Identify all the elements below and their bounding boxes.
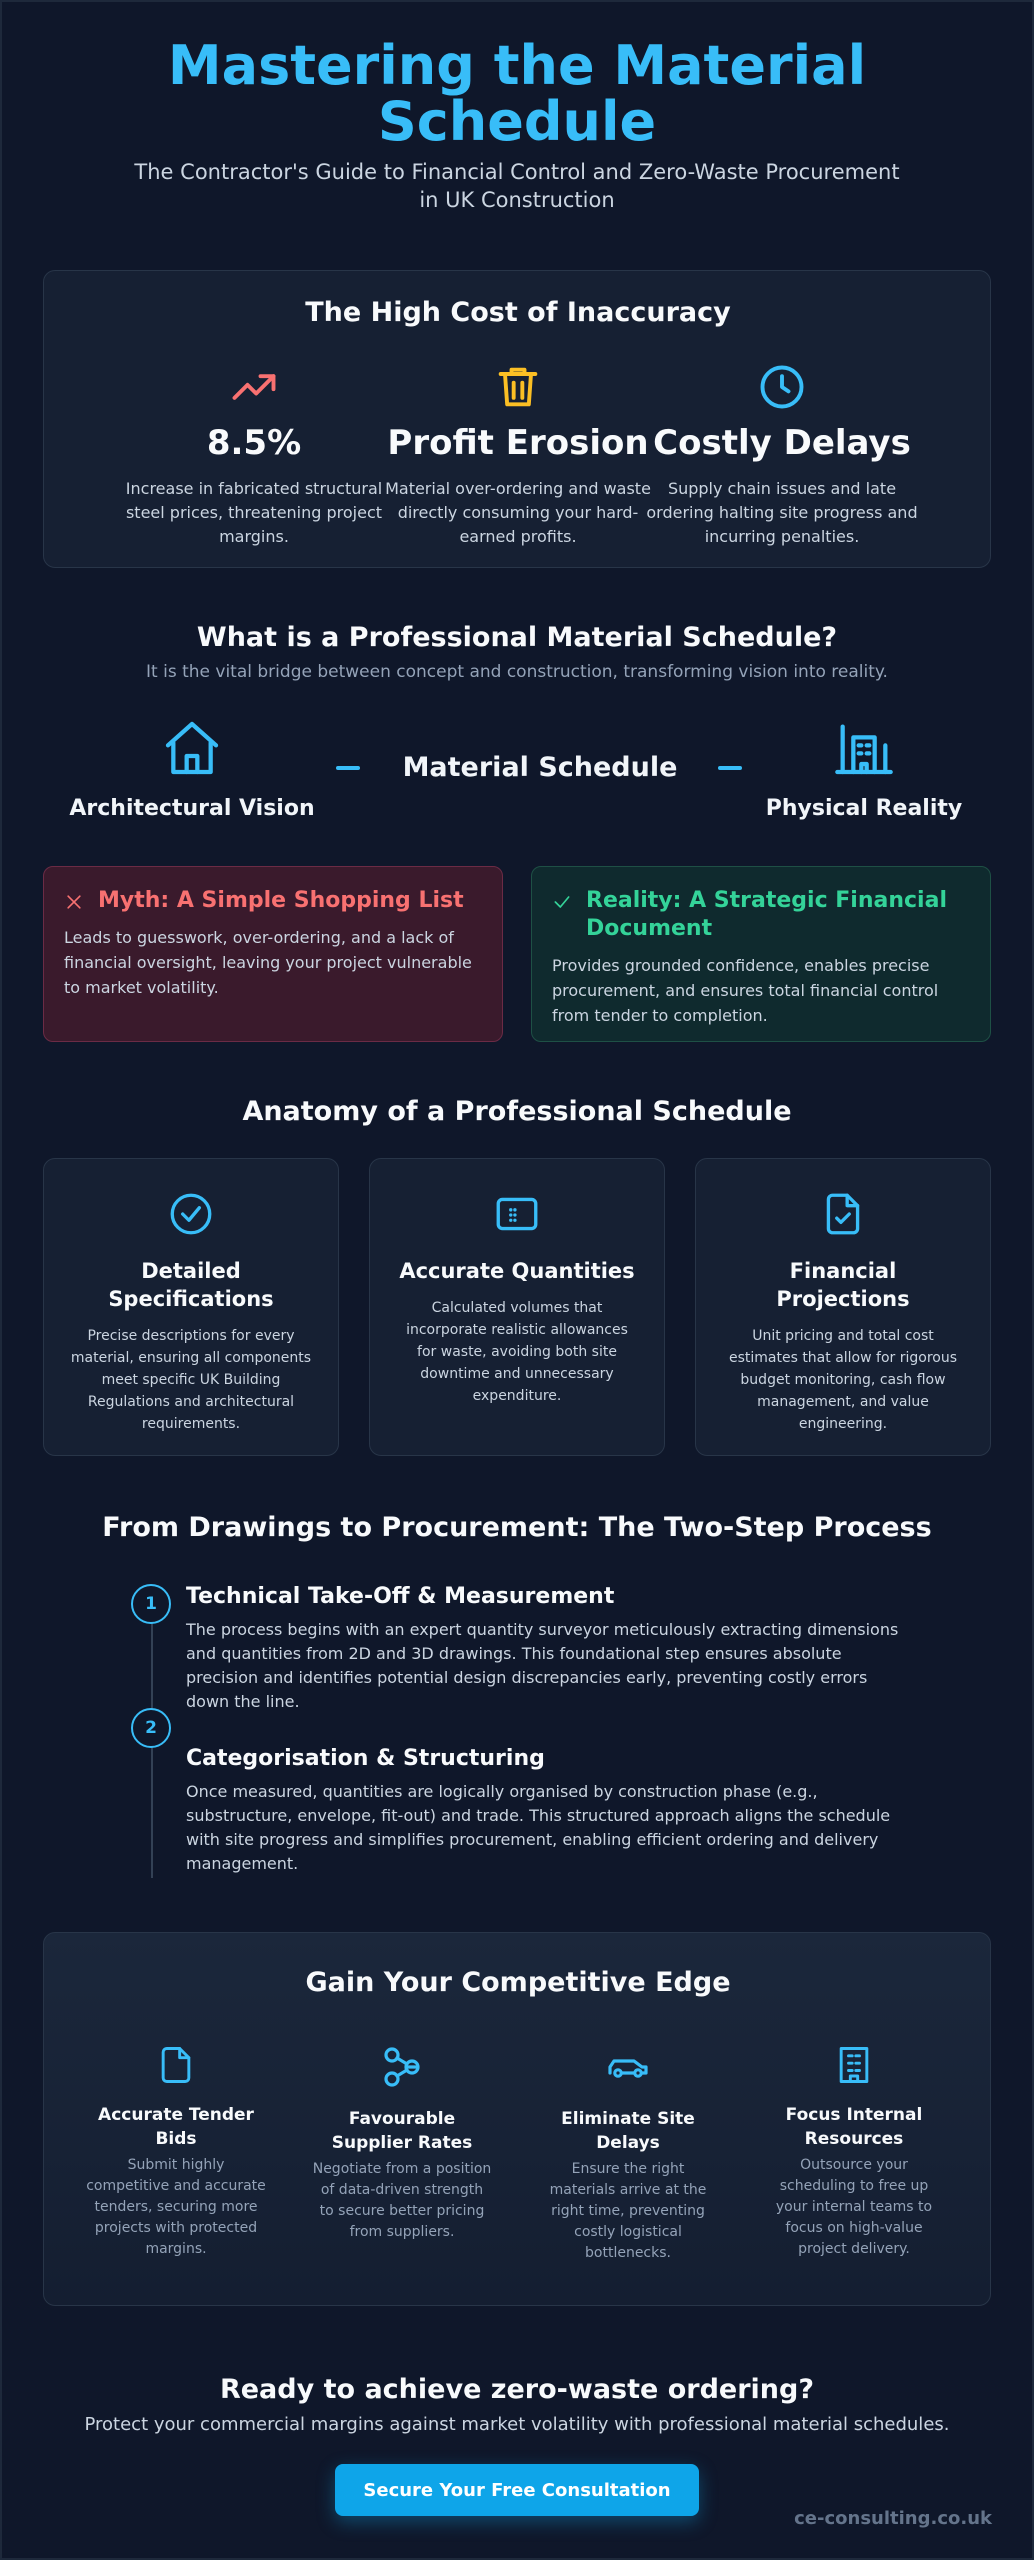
myth-card: [43, 866, 503, 1042]
edge-desc: Ensure the right materials arrive at the right time, preventing costly logistical bottlenecks.: [549, 2161, 707, 2261]
edge-desc: Outsource your scheduling to free up your internal teams to focus on high-value project delivery.: [775, 2157, 933, 2257]
flow-right-label: Physical Reality: [765, 796, 963, 821]
network-icon: [378, 2043, 426, 2091]
cost-value: Costly Delays: [653, 423, 911, 463]
cost-item-profit: [368, 361, 668, 549]
document-icon: [154, 2043, 198, 2087]
step-number: 2: [131, 1708, 171, 1748]
step-title: Categorisation & Structuring: [186, 1746, 545, 1771]
house-icon: [160, 716, 224, 780]
cost-item-delays: [632, 361, 932, 549]
flow-center-label: Material Schedule: [402, 752, 678, 783]
myth-title: Myth: A Simple Shopping List: [98, 888, 464, 913]
anatomy-card-specifications: [43, 1158, 339, 1456]
cost-desc: Supply chain issues and late ordering halting site progress and incurring penalties.: [646, 479, 918, 546]
edge-item-resources: [764, 2043, 944, 2260]
city-building-icon: [832, 716, 896, 780]
anatomy-title: Detailed Specifications: [108, 1259, 274, 1311]
close-icon: [64, 892, 84, 912]
anatomy-title: Accurate Quantities: [399, 1259, 635, 1283]
clock-icon: [756, 361, 808, 413]
step-title: Technical Take-Off & Measurement: [186, 1584, 615, 1609]
cost-desc: Material over-ordering and waste directly consuming your hard-earned profits.: [385, 479, 651, 546]
cta-title: Ready to achieve zero-waste ordering?: [219, 2374, 815, 2405]
edge-title: Favourable Supplier Rates: [331, 2109, 473, 2153]
file-check-icon: [818, 1189, 868, 1239]
step-desc: The process begins with an expert quantity surveyor meticulously extracting dimensions and quantities from 2D and 3D drawings. This foundational step ensures absolute precision and identifies potential design discrepancies early, preventing costly errors down the line.: [186, 1620, 899, 1711]
edge-item-tender: [86, 2043, 266, 2260]
step-desc: Once measured, quantities are logically organised by construction phase (e.g., substructure, envelope, fit-out) and trade. This structured approach aligns the schedule with site progress and simplifies procurement, enabling efficient ordering and delivery management.: [186, 1782, 891, 1873]
cta-subtitle: Protect your commercial margins against market volatility with professional material schedules.: [84, 2414, 950, 2435]
what-section-subtitle: It is the vital bridge between concept and construction, transforming vision into reality.: [146, 662, 888, 682]
edge-desc: Submit highly competitive and accurate tenders, securing more projects with protected margins.: [86, 2157, 266, 2257]
check-circle-icon: [166, 1189, 216, 1239]
reality-desc: Provides grounded confidence, enables precise procurement, and ensures total financial control from tender to completion.: [552, 956, 939, 1025]
car-icon: [604, 2043, 652, 2091]
edge-title: Eliminate Site Delays: [561, 2109, 695, 2153]
edge-section: [43, 1932, 991, 2306]
reality-card: [531, 866, 991, 1042]
anatomy-desc: Calculated volumes that incorporate realistic allowances for waste, avoiding both site downtime and unnecessary expenditure.: [406, 1300, 628, 1404]
anatomy-card-financial: [695, 1158, 991, 1456]
edge-title: Focus Internal Resources: [785, 2105, 923, 2149]
cost-section: [43, 270, 991, 568]
cost-section-title: The High Cost of Inaccuracy: [305, 297, 731, 328]
step-number: 1: [131, 1584, 171, 1624]
anatomy-desc: Unit pricing and total cost estimates that allow for rigorous budget monitoring, cash flow management, and value engineering.: [728, 1328, 958, 1432]
cost-desc: Increase in fabricated structural steel prices, threatening project margins.: [125, 479, 383, 546]
trending-up-icon: [228, 361, 280, 413]
anatomy-desc: Precise descriptions for every material, ensuring all components meet specific UK Building Regulations and architectural requirements.: [70, 1328, 312, 1432]
brand-link[interactable]: ce-consulting.co.uk: [794, 2508, 992, 2529]
calculator-icon: [492, 1189, 542, 1239]
anatomy-title: Financial Projections: [776, 1259, 910, 1311]
edge-item-delays: [538, 2043, 718, 2264]
edge-item-supplier: [312, 2043, 492, 2243]
page-subtitle: The Contractor's Guide to Financial Control and Zero-Waste Procurement in UK Construction: [134, 160, 900, 212]
page-title: Mastering the Material Schedule: [167, 34, 867, 153]
check-icon: [552, 892, 572, 912]
trash-icon: [492, 361, 544, 413]
cost-item-price: [104, 361, 404, 549]
flow-connector-right: [718, 766, 742, 770]
flow-connector-left: [336, 766, 360, 770]
flow-left-label: Architectural Vision: [69, 796, 315, 821]
what-section-title: What is a Professional Material Schedule?: [196, 622, 838, 653]
reality-title: Reality: A Strategic Financial Document: [586, 888, 947, 941]
edge-title: Accurate Tender Bids: [98, 2105, 254, 2149]
process-section-title: From Drawings to Procurement: The Two-Step Process: [102, 1512, 932, 1543]
cost-value: 8.5%: [206, 423, 302, 463]
building-icon: [832, 2043, 876, 2087]
myth-desc: Leads to guesswork, over-ordering, and a lack of financial oversight, leaving your project vulnerable to market volatility.: [64, 928, 472, 997]
consultation-button[interactable]: Secure Your Free Consultation: [335, 2464, 699, 2516]
anatomy-card-quantities: [369, 1158, 665, 1456]
anatomy-section-title: Anatomy of a Professional Schedule: [242, 1096, 792, 1127]
edge-section-title: Gain Your Competitive Edge: [305, 1967, 731, 1998]
cost-value: Profit Erosion: [387, 423, 649, 463]
edge-desc: Negotiate from a position of data-driven strength to secure better pricing from suppliers.: [312, 2161, 492, 2240]
